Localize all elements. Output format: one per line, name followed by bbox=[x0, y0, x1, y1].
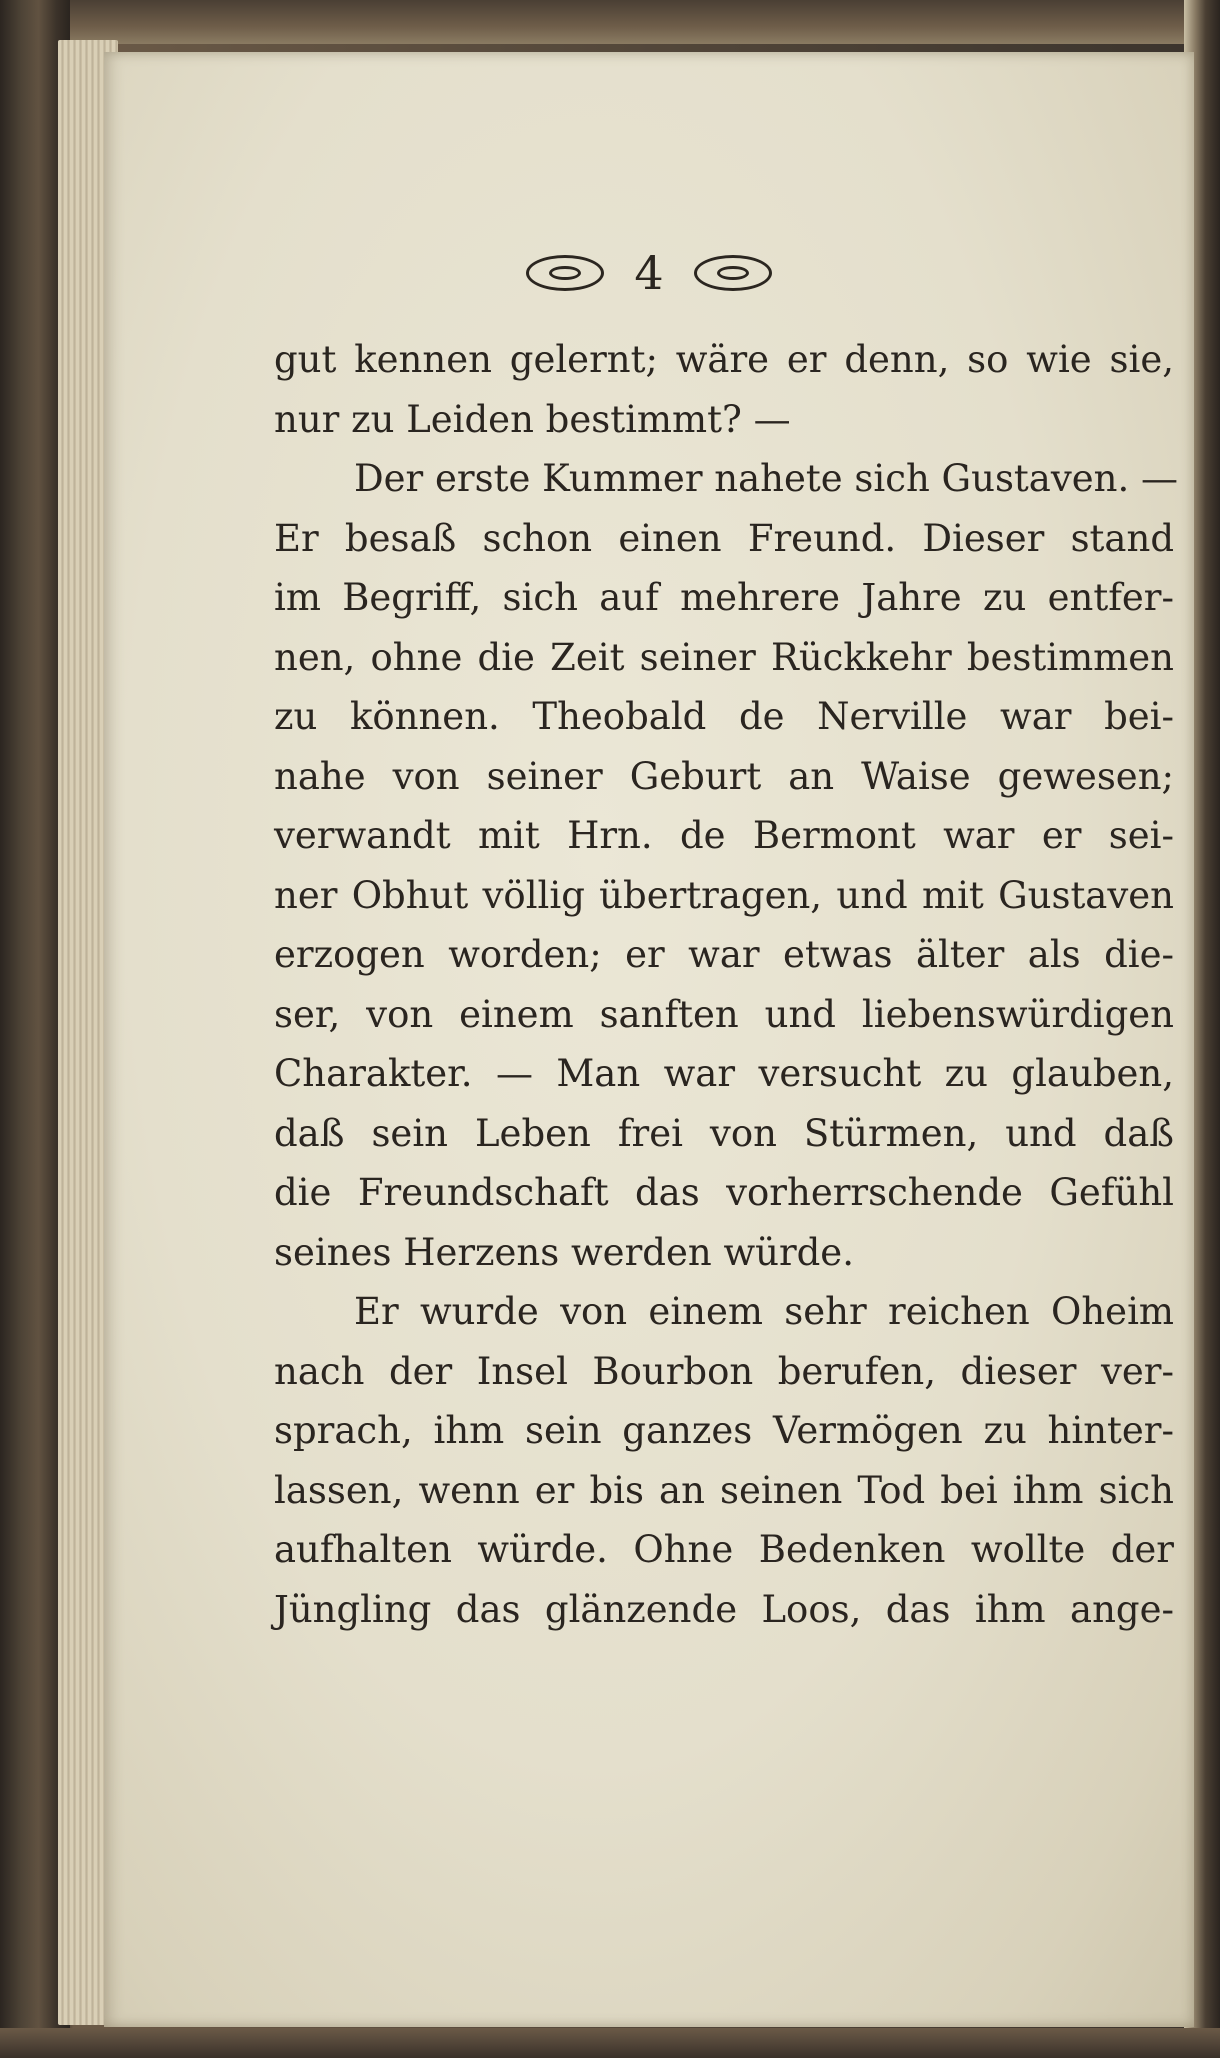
body-text bbox=[274, 330, 1179, 1639]
text-line: erzogen worden; er war etwas älter als die- bbox=[274, 933, 1174, 976]
text-line: sprach, ihm sein ganzes Vermögen zu hinter- bbox=[274, 1409, 1174, 1452]
text-line: lassen, wenn er bis an seinen Tod bei ihm sich bbox=[274, 1468, 1174, 1512]
text-line: im Begriff, sich auf mehrere Jahre zu entfer- bbox=[274, 576, 1174, 619]
text-line: verwandt mit Hrn. de Bermont war er sei- bbox=[274, 814, 1174, 857]
page-sheet bbox=[104, 52, 1194, 2027]
book-cover-bottom bbox=[0, 2028, 1220, 2058]
text-line: nur zu Leiden bestimmt? — bbox=[274, 397, 791, 441]
text-line: gut kennen gelernt; wäre er denn, so wie sie, bbox=[274, 338, 1174, 381]
text-line: zu können. Theobald de Nerville war bei- bbox=[274, 695, 1174, 738]
text-line: nahe von seiner Geburt an Waise gewesen; bbox=[274, 754, 1174, 798]
text-line: seines Herzens werden würde. bbox=[274, 1230, 854, 1274]
text-line: Er wurde von einem sehr reichen Oheim bbox=[354, 1290, 1174, 1333]
text-line: die Freundschaft das vorherrschende Gefühl bbox=[274, 1171, 1174, 1214]
text-line: Jüngling das glänzende Loos, das ihm ange- bbox=[274, 1587, 1174, 1631]
text-line: ner Obhut völlig übertragen, und mit Gustaven bbox=[274, 873, 1174, 917]
text-line: ser, von einem sanften und liebenswürdigen bbox=[274, 992, 1174, 1036]
text-line: Charakter. — Man war versucht zu glauben, bbox=[274, 1052, 1174, 1095]
right-ornament-icon bbox=[694, 255, 772, 291]
page-header bbox=[104, 242, 1194, 300]
text-line: aufhalten würde. Ohne Bedenken wollte der bbox=[274, 1528, 1174, 1571]
text-line: daß sein Leben frei von Stürmen, und daß bbox=[274, 1111, 1174, 1155]
left-ornament-icon bbox=[526, 255, 604, 291]
text-line: Der erste Kummer nahete sich Gustaven. — bbox=[354, 457, 1179, 500]
text-line: Er besaß schon einen Freund. Dieser stand bbox=[274, 516, 1174, 560]
page-number: 4 bbox=[634, 246, 664, 300]
text-line: nach der Insel Bourbon berufen, dieser ver- bbox=[274, 1349, 1174, 1393]
text-line: nen, ohne die Zeit seiner Rückkehr bestimmen bbox=[274, 635, 1174, 679]
book-cover-top bbox=[0, 0, 1220, 44]
